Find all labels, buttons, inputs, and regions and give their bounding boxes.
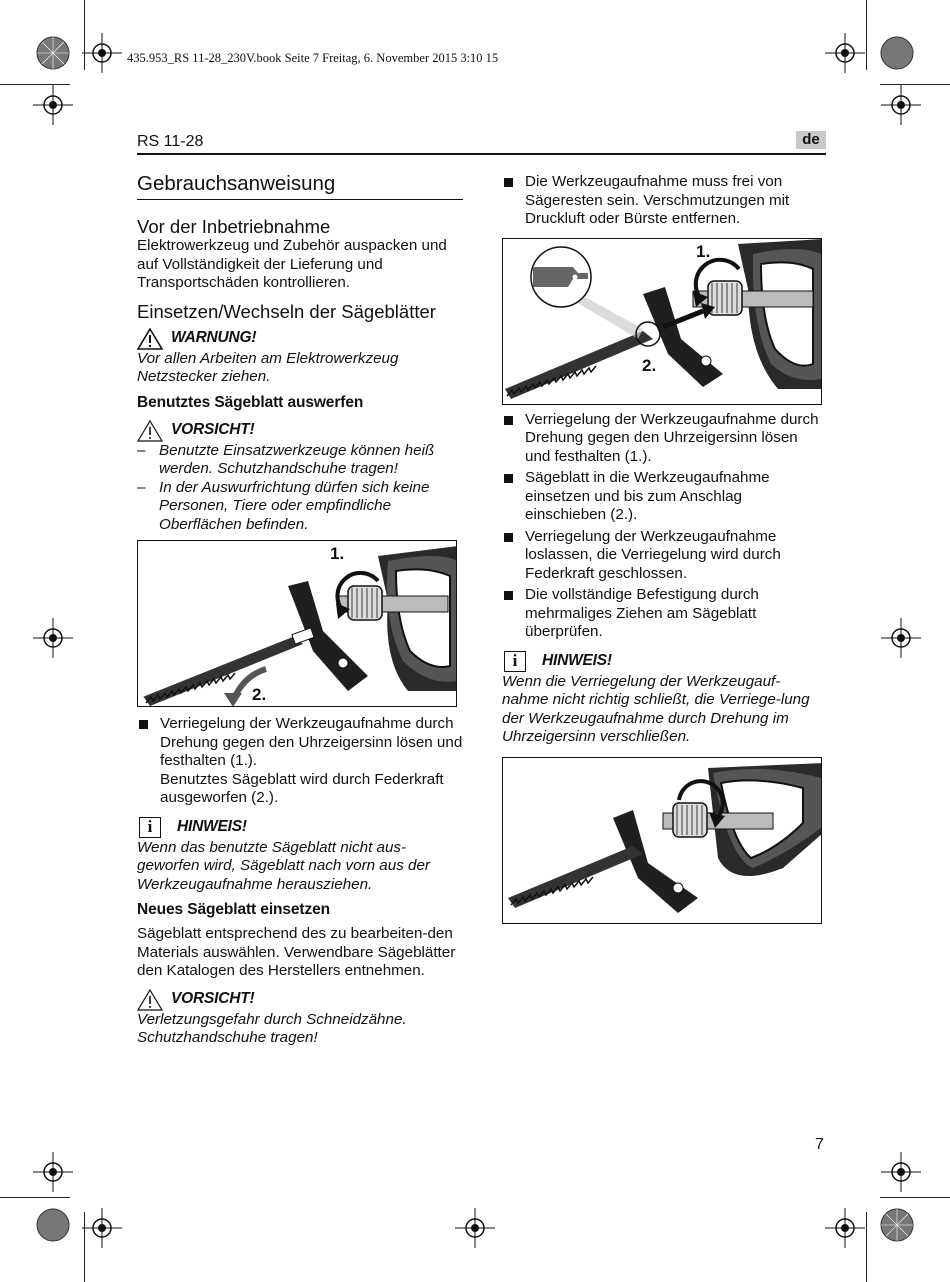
info-icon: i [139, 817, 161, 838]
warning-triangle-icon [137, 989, 163, 1011]
hint-heading [137, 817, 463, 839]
caution-item-text: In der Auswurfrichtung dürfen sich keine Personen, Tiere oder empfindliche Oberflächen befinden. [159, 478, 430, 533]
section-text: Sägeblatt entsprechend des zu bearbeiten-den Materials auswählen. Verwendbare Sägeblätter den Katalogen des Herstellers entnehmen. [137, 925, 456, 979]
figure-step-label: 2. [642, 355, 657, 375]
registration-mark-icon [33, 85, 73, 125]
registration-mark-icon [825, 1208, 865, 1248]
list-item [502, 469, 824, 525]
list-item [137, 715, 463, 808]
bullet-square-icon [504, 416, 513, 425]
color-target-icon [880, 36, 914, 70]
warning-triangle-icon [137, 420, 163, 442]
trim-mark [866, 0, 867, 70]
sub-heading: Benutztes Sägeblatt auswerfen [137, 393, 364, 411]
caution-label: VORSICHT! [171, 990, 255, 1008]
header-model: RS 11-28 [137, 133, 204, 150]
caution-label: VORSICHT! [171, 421, 255, 439]
color-target-icon [36, 36, 70, 70]
list-item [502, 586, 824, 642]
registration-mark-icon [881, 1152, 921, 1192]
registration-mark-icon [33, 1152, 73, 1192]
bullet-square-icon [504, 178, 513, 187]
list-item [502, 173, 824, 229]
list-item-text: Verriegelung der Werkzeugaufnahme durch Drehung gegen den Uhrzeigersinn lösen und festhalten (1.). [160, 715, 463, 769]
saw-illustration-lock [503, 758, 822, 924]
list-item-text: Verriegelung der Werkzeugaufnahme loslassen, die Verriegelung wird durch Federkraft geschlossen. [525, 527, 781, 582]
warning-text: Vor allen Arbeiten am Elektrowerkzeug Netzstecker ziehen. [137, 349, 399, 385]
bullet-square-icon [504, 533, 513, 542]
sub-heading: Neues Sägeblatt einsetzen [137, 901, 331, 918]
registration-mark-icon [881, 85, 921, 125]
caution-heading [137, 989, 463, 1011]
info-icon: i [504, 651, 526, 672]
dash-marker: – [137, 441, 146, 459]
section-heading: Einsetzen/Wechseln der Sägeblätter [137, 300, 436, 322]
caution-heading [137, 420, 463, 442]
caution-item-text: Benutzte Einsatzwerkzeuge können heiß werden. Schutzhandschuhe tragen! [159, 441, 435, 477]
list-item-text: Sägeblatt in die Werkzeugaufnahme einsetzen und bis zum Anschlag einschieben (2.). [525, 469, 770, 523]
list-item [502, 411, 824, 467]
figure-insert-blade [502, 238, 822, 405]
registration-mark-icon [825, 33, 865, 73]
dash-marker: – [137, 478, 146, 496]
warning-triangle-icon [137, 328, 163, 350]
hint-heading [502, 651, 824, 673]
registration-mark-icon [82, 1208, 122, 1248]
list-item-text: Verriegelung der Werkzeugaufnahme durch Drehung gegen den Uhrzeigersinn lösen und festhalten (1.). [525, 410, 819, 465]
saw-illustration-insert [503, 239, 822, 405]
figure-eject-blade [137, 540, 457, 707]
list-item-text: Die vollständige Befestigung durch mehrmaliges Ziehen am Sägeblatt überprüfen. [525, 586, 759, 640]
color-target-icon [880, 1208, 914, 1242]
hint-text: Wenn die Verriegelung der Werkzeugauf-nahme nicht richtig schließt, die Verriege-lung der Werkzeugaufnahme durch Drehung im Uhrzeigersinn verschließen. [502, 672, 810, 745]
left-column [137, 172, 463, 1048]
registration-mark-icon [82, 33, 122, 73]
hint-text: Wenn das benutzte Sägeblatt nicht aus-geworfen wird, Sägeblatt nach vorn aus der Werkzeugaufnahme herausziehen. [137, 838, 430, 893]
registration-mark-icon [455, 1208, 495, 1248]
list-item-text: Die Werkzeugaufnahme muss frei von Sägeresten sein. Verschmutzungen mit Druckluft oder Bürste entfernen. [525, 173, 790, 227]
list-item [502, 528, 824, 584]
figure-close-lock [502, 757, 822, 924]
saw-illustration-eject [138, 541, 457, 707]
registration-mark-icon [881, 618, 921, 658]
page-number: 7 [815, 1136, 824, 1153]
hint-label: HINWEIS! [177, 818, 247, 836]
warning-label: WARNUNG! [171, 329, 257, 347]
color-target-icon [36, 1208, 70, 1242]
caution-item [137, 442, 463, 479]
list-item-text: Benutztes Sägeblatt wird durch Federkraft ausgeworfen (2.). [160, 770, 444, 806]
caution-text: Verletzungsgefahr durch Schneidzähne. Schutzhandschuhe tragen! [137, 1010, 407, 1046]
figure-step-label: 1. [330, 544, 345, 563]
trim-mark [0, 1197, 70, 1198]
bullet-square-icon [504, 591, 513, 600]
bullet-square-icon [504, 474, 513, 483]
figure-step-label: 2. [252, 685, 267, 704]
print-slug: 435.953_RS 11-28_230V.book Seite 7 Freitag, 6. November 2015 3:10 15 [127, 51, 499, 65]
language-badge: de [796, 131, 826, 149]
hint-label: HINWEIS! [542, 652, 612, 670]
warning-heading [137, 328, 463, 350]
trim-mark [866, 1212, 867, 1282]
caution-item [137, 479, 463, 535]
trim-mark [880, 1197, 950, 1198]
registration-mark-icon [33, 618, 73, 658]
section-heading: Vor der Inbetriebnahme [137, 216, 331, 237]
right-column [502, 173, 824, 924]
bullet-square-icon [139, 720, 148, 729]
page-title: Gebrauchsanweisung [137, 172, 463, 200]
figure-step-label: 1. [696, 241, 711, 261]
section-text: Elektrowerkzeug und Zubehör auspacken und auf Vollständigkeit der Lieferung und Transportschäden kontrollieren. [137, 237, 447, 291]
header-rule [137, 153, 826, 155]
